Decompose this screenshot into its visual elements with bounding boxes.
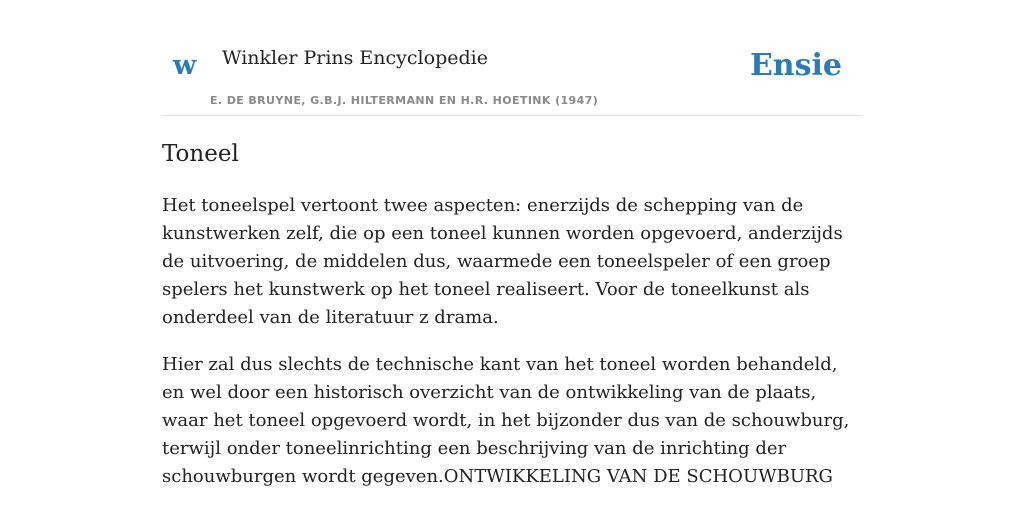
article-paragraph: Hier zal dus slechts de technische kant van het toneel worden behandeld, en wel door een historisch overzicht van de ontwikkeling van de plaats, waar het toneel opgevoerd wordt, in het bijzonder dus van de schouwburg, terwijl onder toneelinrichting een beschrijving van de inrichting der schouwburgen wordt gegeven.ONTWIKKELING VAN DE SCHOUWBURG xyxy=(162,354,850,487)
article-paragraph: Het toneelspel vertoont twee aspecten: enerzijds de schepping van de kunstwerken zelf, die op een toneel kunnen worden opgevoerd, anderzijds de uitvoering, de middelen dus, waarmede een toneelspeler of een groep spelers het kunstwerk op het toneel realiseert. Voor de toneelkunst als onderdeel van de literatuur z drama. xyxy=(162,195,843,328)
ensie-logo-link[interactable]: Ensie xyxy=(749,48,842,83)
article-title: Toneel xyxy=(162,141,239,167)
winkler-prins-logo[interactable]: w xyxy=(173,50,197,81)
header xyxy=(162,0,862,116)
book-authors: E. DE BRUYNE, G.B.J. HILTERMANN EN H.R. HOETINK (1947) xyxy=(210,94,599,107)
book-title[interactable]: Winkler Prins Encyclopedie xyxy=(222,47,488,69)
page-container xyxy=(162,0,862,487)
